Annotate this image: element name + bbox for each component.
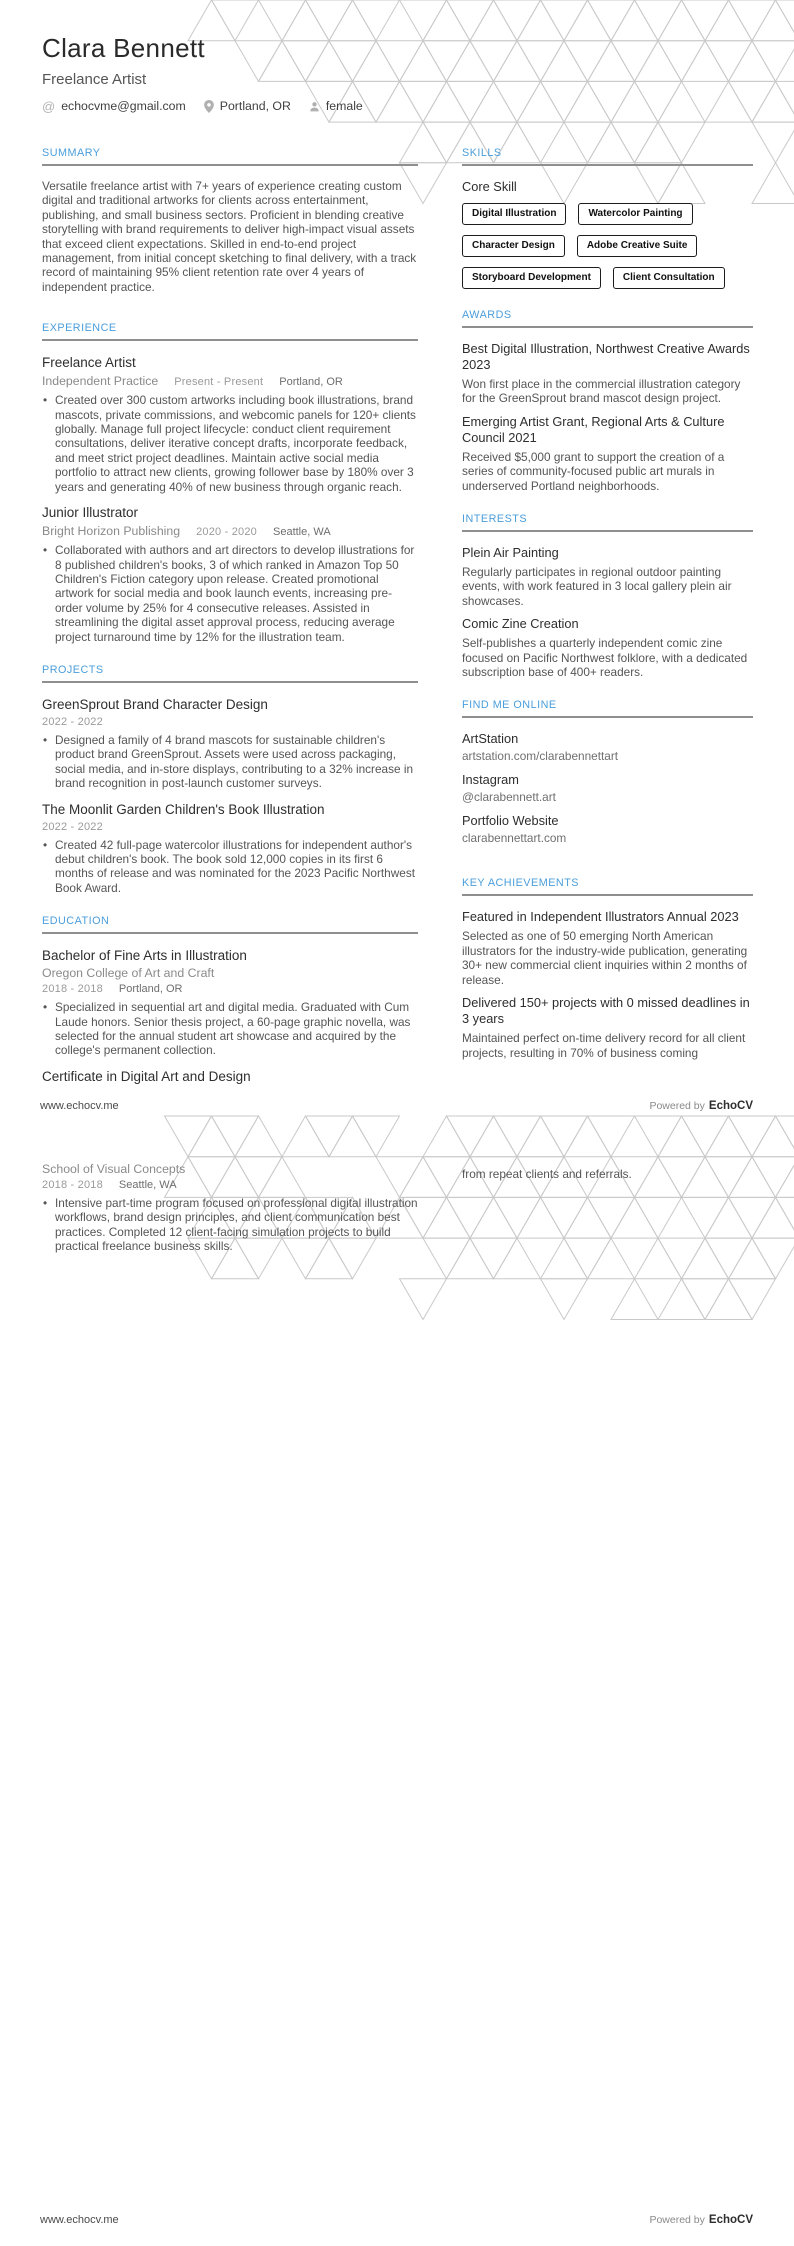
- location: Seattle, WA: [273, 526, 331, 539]
- interests-heading: INTERESTS: [462, 513, 753, 532]
- bullet-point: • Collaborated with authors and art directors to develop illustrations for 8 published children's books, 3 of which ranked in Amazon Top 50 Children's Fiction category upon release. Created promotional artwork for social media and book launch events, increasing pre-order volume by 25% for 4 consecutive releases. Assisted in streamlining the digital asset approval process, reducing average project turnaround time by 12% for the illustration team.: [42, 543, 418, 644]
- key-achievements-heading: KEY ACHIEVEMENTS: [462, 877, 753, 896]
- project-title: GreenSprout Brand Character Design: [42, 696, 268, 712]
- interests-list: [462, 545, 753, 679]
- award-title: Best Digital Illustration, Northwest Creative Awards 2023: [462, 341, 750, 372]
- achievement-title: Delivered 150+ projects with 0 missed deadlines in 3 years: [462, 995, 750, 1027]
- location: Portland, OR: [118, 983, 183, 996]
- online-profile-item: [462, 772, 753, 804]
- profile-label: ArtStation: [462, 731, 519, 747]
- date-range: 2022 - 2022: [42, 715, 103, 728]
- contact-location: [204, 99, 291, 113]
- awards-list: [462, 341, 753, 493]
- award-item: [462, 414, 753, 493]
- school-name: Oregon College of Art and Craft: [42, 966, 215, 981]
- education-item: [42, 947, 418, 1058]
- date-range: Present - Present: [174, 376, 264, 389]
- achievement-overflow-text: from repeat clients and referrals.: [462, 1167, 632, 1181]
- location: Seattle, WA: [118, 1179, 177, 1191]
- bullet-point: • Intensive part-time program focused on professional digital illustration workflows, brand design principles, and client communication best practices. Completed 12 client-facing simulation projects to build practical freelance business skills.: [42, 1196, 418, 1254]
- bullet-point: • Created over 300 custom artworks including book illustrations, brand mascots, private commissions, and webcomic panels for 120+ clients globally. Manage full project lifecycle: conduct client requirement consultations, deliver iterative concept drafts, incorporate feedback, and meet strict project deadlines. Maintain active social media portfolio to attract new clients, growing follower base by 180% over 3 years and generating 40% of new business through organic reach.: [42, 393, 418, 494]
- education-item: [42, 1068, 418, 1085]
- date-range: 2018 - 2018: [42, 1179, 103, 1191]
- page-footer: [40, 2214, 753, 2226]
- resume-header: [42, 33, 363, 113]
- skill-pill: Digital Illustration: [462, 203, 566, 225]
- date-range: 2018 - 2018: [42, 983, 103, 996]
- achievement-description: Selected as one of 50 emerging North American illustrators for the industry-wide publication, generating 30+ new commercial client inquiries within 2 months of release.: [462, 929, 748, 987]
- project-meta: [42, 821, 418, 833]
- project-item: [42, 801, 418, 896]
- projects-list: [42, 696, 418, 895]
- online-profile-item: [462, 813, 753, 845]
- experience-title: Junior Illustrator: [42, 505, 139, 521]
- name-heading: Clara Bennett: [42, 33, 205, 63]
- project-meta: [42, 716, 418, 728]
- interest-title: Plein Air Painting: [462, 545, 559, 561]
- online-profile-item: [462, 731, 753, 763]
- education-section: [42, 915, 418, 1085]
- award-title: Emerging Artist Grant, Regional Arts & Culture Council 2021: [462, 413, 725, 445]
- skill-pill-list: [462, 203, 753, 289]
- skill-pill: Storyboard Development: [462, 267, 601, 289]
- achievement-list: [462, 909, 753, 1059]
- projects-heading: PROJECTS: [42, 664, 418, 683]
- awards-section: [462, 309, 753, 493]
- profile-value[interactable]: clarabennettart.com: [462, 831, 567, 846]
- projects-section: [42, 664, 418, 895]
- profile-label: Portfolio Website: [462, 813, 559, 829]
- interest-item: [462, 545, 753, 608]
- skill-pill: Client Consultation: [613, 267, 725, 289]
- achievement-title: Featured in Independent Illustrators Annual 2023: [462, 909, 739, 925]
- education-continued-item: [42, 1162, 418, 1254]
- skill-pill: Watercolor Painting: [578, 203, 692, 225]
- location-pin-icon: [204, 100, 214, 113]
- experience-title: Freelance Artist: [42, 355, 136, 371]
- right-column: [462, 147, 753, 1060]
- company-name: Bright Horizon Publishing: [42, 524, 181, 539]
- site-link[interactable]: www.echocv.me: [40, 2214, 119, 2226]
- find-me-online-heading: FIND ME ONLINE: [462, 699, 753, 718]
- online-profile-list: [462, 731, 753, 845]
- location-text: Portland, OR: [219, 99, 291, 113]
- bullet-point: • Specialized in sequential art and digital media. Graduated with Cum Laude honors. Senior thesis project, a 60-page graphic novella, was selected for the annual student art showcase and acquired by the college's permanent collection.: [42, 1000, 418, 1058]
- company-name: Independent Practice: [42, 374, 159, 389]
- site-link[interactable]: www.echocv.me: [40, 1100, 119, 1112]
- bullet-point: • Created 42 full-page watercolor illustrations for independent author's debut children's book. The book sold 12,000 copies in its first 6 months of release and was nominated for the 2023 Pacific Northwest Book Award.: [42, 838, 418, 896]
- education-meta: [42, 1179, 418, 1191]
- summary-heading: SUMMARY: [42, 147, 418, 166]
- contact-email[interactable]: [42, 99, 186, 113]
- award-item: [462, 341, 753, 406]
- at-icon: @: [42, 98, 56, 114]
- echocv-brand[interactable]: EchoCV: [708, 2214, 753, 2226]
- skills-section: [462, 147, 753, 289]
- experience-item: [42, 504, 418, 644]
- project-title: The Moonlit Garden Children's Book Illustration: [42, 801, 325, 817]
- date-range: 2020 - 2020: [196, 526, 257, 539]
- skill-pill: Character Design: [462, 235, 565, 257]
- interest-title: Comic Zine Creation: [462, 616, 579, 632]
- gender-text: female: [325, 99, 363, 113]
- powered-by: [649, 2214, 753, 2226]
- achievement-description: Maintained perfect on-time delivery record for all client projects, resulting in 70% of business coming: [462, 1031, 746, 1060]
- summary-text: Versatile freelance artist with 7+ years of experience creating custom digital and traditional artworks for clients across entertainment, publishing, and small business sectors. Proficient in blending creative storytelling with brand requirements to deliver high-impact visual assets that exceed client expectations. Skilled in end-to-end project management, from initial concept sketching to final delivery, with a track record of maintaining 95% client retention rate over 4 years of independent practice.: [42, 179, 417, 294]
- experience-section: [42, 322, 418, 644]
- education-meta: [42, 983, 418, 995]
- school-name: School of Visual Concepts: [42, 1162, 186, 1176]
- find-me-online-section: [462, 699, 753, 845]
- awards-heading: AWARDS: [462, 309, 753, 328]
- bullet-point: • Designed a family of 4 brand mascots for sustainable children's product brand GreenSprout. Assets were used across packaging, social media, and in-store displays, contributing to a 32% increase in brand recognition in post-launch customer surveys.: [42, 733, 418, 791]
- interest-description: Regularly participates in regional outdoor painting events, with work featured in 3 local gallery plein air showcases.: [462, 565, 732, 608]
- achievement-item: [462, 995, 753, 1060]
- person-icon: [309, 101, 320, 112]
- interests-section: [462, 513, 753, 679]
- experience-meta: [42, 374, 418, 388]
- contact-gender: [309, 99, 363, 113]
- interest-item: [462, 616, 753, 679]
- award-description: Received $5,000 grant to support the creation of a series of community-focused public art murals in underserved Portland neighborhoods.: [462, 449, 725, 493]
- interest-description: Self-publishes a quarterly independent comic zine focused on Pacific Northwest folklore, with a dedicated subscription base of 400+ readers.: [462, 636, 748, 680]
- location: Portland, OR: [279, 376, 343, 389]
- experience-list: [42, 354, 418, 644]
- page-footer: [40, 1100, 753, 1112]
- job-title: Freelance Artist: [42, 71, 147, 88]
- email-text: echocvme@gmail.com: [61, 99, 186, 113]
- summary-section: [42, 147, 418, 294]
- powered-by: [649, 1100, 753, 1112]
- profile-value[interactable]: @clarabennett.art: [462, 790, 556, 805]
- skill-pill: Adobe Creative Suite: [577, 235, 698, 257]
- powered-by-label: Powered by: [649, 1100, 705, 1112]
- profile-value[interactable]: artstation.com/clarabennettart: [462, 749, 619, 764]
- experience-item: [42, 354, 418, 494]
- date-range: 2022 - 2022: [42, 820, 103, 833]
- experience-meta: [42, 524, 418, 538]
- skills-heading: SKILLS: [462, 147, 753, 166]
- powered-by-label: Powered by: [649, 2214, 705, 2226]
- profile-label: Instagram: [462, 772, 519, 788]
- degree-title: Bachelor of Fine Arts in Illustration: [42, 948, 247, 964]
- education-list: [42, 947, 418, 1085]
- project-item: [42, 696, 418, 791]
- contact-row: [42, 99, 363, 113]
- achievement-item: [462, 909, 753, 987]
- echocv-brand[interactable]: EchoCV: [708, 1100, 753, 1112]
- experience-heading: EXPERIENCE: [42, 322, 418, 341]
- education-heading: EDUCATION: [42, 915, 418, 934]
- degree-title: Certificate in Digital Art and Design: [42, 1068, 251, 1084]
- key-achievements-section: [462, 877, 753, 1059]
- award-description: Won first place in the commercial illustration category for the GreenSprout brand mascot design project.: [462, 377, 741, 406]
- skills-group-title: Core Skill: [462, 179, 517, 194]
- left-column: [42, 147, 418, 1085]
